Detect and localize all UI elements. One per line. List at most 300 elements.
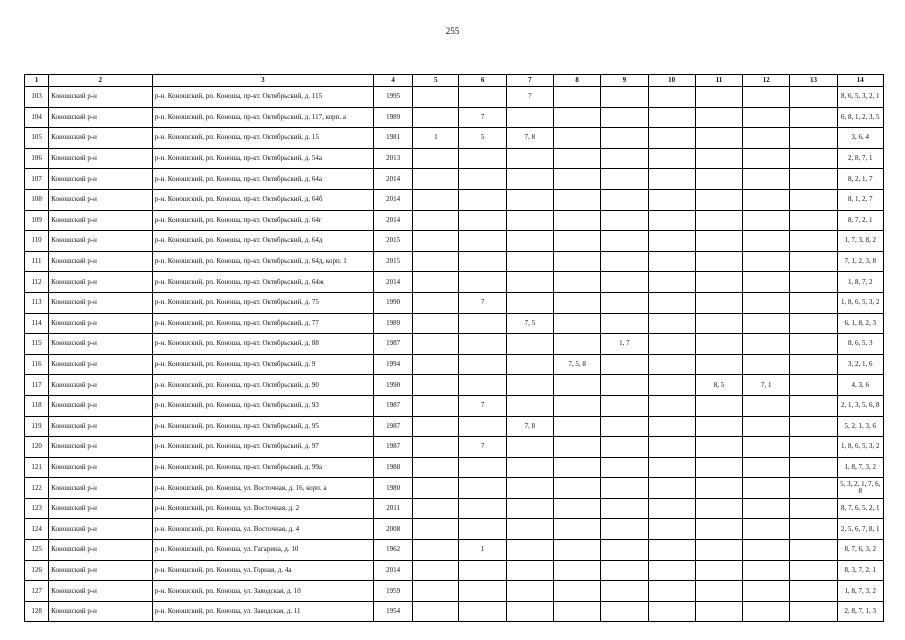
district-cell: Коношский р-н [49, 478, 153, 499]
col-13-cell [790, 210, 837, 231]
col-9-cell [601, 437, 648, 458]
col-13-cell [790, 189, 837, 210]
col-12-cell: 7, 1 [743, 375, 790, 396]
col-12-cell [743, 128, 790, 149]
col-7-cell [506, 601, 553, 622]
col-11-cell [695, 210, 742, 231]
col-7-cell [506, 231, 553, 252]
col-8-cell [554, 251, 601, 272]
col-12-cell [743, 210, 790, 231]
row-number-cell: 128 [25, 601, 49, 622]
year-cell: 2014 [374, 272, 413, 293]
col-6-cell [459, 560, 506, 581]
col-12-cell [743, 334, 790, 355]
col-14-cell: 6, 8, 1, 2, 3, 5 [837, 107, 883, 128]
table-header [25, 75, 884, 87]
col-14-cell: 5, 2, 1, 3, 6 [837, 416, 883, 437]
district-cell: Коношский р-н [49, 210, 153, 231]
column-header-6: 6 [459, 75, 506, 87]
col-10-cell [648, 354, 695, 375]
address-cell: р-н. Коношский, рп. Коноша, пр-кт. Октябрьский, д. 99а [152, 457, 373, 478]
col-13-cell [790, 540, 837, 561]
col-5-cell [413, 189, 459, 210]
col-11-cell [695, 87, 742, 108]
col-5-cell [413, 169, 459, 190]
col-10-cell [648, 581, 695, 602]
col-6-cell: 1 [459, 540, 506, 561]
col-13-cell [790, 478, 837, 499]
address-cell: р-н. Коношский, рп. Коноша, ул. Восточная, д. 4 [152, 519, 373, 540]
col-13-cell [790, 169, 837, 190]
col-10-cell [648, 107, 695, 128]
address-cell: р-н. Коношский, рп. Коноша, пр-кт. Октябрьский, д. 77 [152, 313, 373, 334]
col-10-cell [648, 231, 695, 252]
col-10-cell [648, 375, 695, 396]
year-cell: 2015 [374, 251, 413, 272]
district-cell: Коношский р-н [49, 540, 153, 561]
col-7-cell [506, 189, 553, 210]
col-10-cell [648, 334, 695, 355]
col-5-cell [413, 498, 459, 519]
district-cell: Коношский р-н [49, 354, 153, 375]
col-12-cell [743, 540, 790, 561]
col-8-cell [554, 601, 601, 622]
year-cell: 1987 [374, 416, 413, 437]
year-cell: 2014 [374, 560, 413, 581]
row-number-cell: 126 [25, 560, 49, 581]
year-cell: 1989 [374, 313, 413, 334]
col-9-cell [601, 498, 648, 519]
col-5-cell: 1 [413, 128, 459, 149]
col-11-cell [695, 107, 742, 128]
col-6-cell [459, 416, 506, 437]
col-7-cell [506, 334, 553, 355]
col-13-cell [790, 416, 837, 437]
col-6-cell [459, 498, 506, 519]
column-header-3: 3 [152, 75, 373, 87]
row-number-cell: 108 [25, 189, 49, 210]
col-6-cell [459, 272, 506, 293]
col-8-cell [554, 292, 601, 313]
col-10-cell [648, 313, 695, 334]
col-12-cell [743, 354, 790, 375]
col-14-cell: 2, 8, 7, 1, 3 [837, 601, 883, 622]
col-7-cell: 7, 5 [506, 313, 553, 334]
address-cell: р-н. Коношский, рп. Коноша, пр-кт. Октябрьский, д. 75 [152, 292, 373, 313]
column-header-9: 9 [601, 75, 648, 87]
col-10-cell [648, 498, 695, 519]
address-cell: р-н. Коношский, рп. Коноша, пр-кт. Октябрьский, д. 90 [152, 375, 373, 396]
col-13-cell [790, 375, 837, 396]
col-5-cell [413, 231, 459, 252]
col-8-cell [554, 169, 601, 190]
col-14-cell: 8, 3, 7, 2, 1 [837, 560, 883, 581]
col-7-cell [506, 292, 553, 313]
col-12-cell [743, 231, 790, 252]
col-12-cell [743, 519, 790, 540]
table-row [25, 560, 884, 581]
col-7-cell [506, 169, 553, 190]
column-header-4: 4 [374, 75, 413, 87]
col-14-cell: 1, 8, 7, 2 [837, 272, 883, 293]
table-row [25, 251, 884, 272]
col-9-cell [601, 231, 648, 252]
address-cell: р-н. Коношский, рп. Коноша, пр-кт. Октябрьский, д. 117, корп. а [152, 107, 373, 128]
table-row [25, 210, 884, 231]
address-cell: р-н. Коношский, рп. Коноша, ул. Горная, д. 4а [152, 560, 373, 581]
col-13-cell [790, 560, 837, 581]
col-11-cell [695, 457, 742, 478]
col-14-cell: 8, 7, 2, 1 [837, 210, 883, 231]
year-cell: 2014 [374, 189, 413, 210]
column-header-10: 10 [648, 75, 695, 87]
district-cell: Коношский р-н [49, 395, 153, 416]
col-12-cell [743, 416, 790, 437]
col-14-cell: 7, 1, 2, 3, 8 [837, 251, 883, 272]
col-12-cell [743, 478, 790, 499]
col-14-cell: 8, 6, 5, 3, 2, 1 [837, 87, 883, 108]
col-6-cell [459, 334, 506, 355]
row-number-cell: 109 [25, 210, 49, 231]
district-cell: Коношский р-н [49, 416, 153, 437]
col-7-cell [506, 148, 553, 169]
col-9-cell [601, 251, 648, 272]
row-number-cell: 117 [25, 375, 49, 396]
col-5-cell [413, 313, 459, 334]
col-8-cell [554, 334, 601, 355]
table-row [25, 601, 884, 622]
col-14-cell: 6, 1, 8, 2, 3 [837, 313, 883, 334]
row-number-cell: 106 [25, 148, 49, 169]
column-header-14: 14 [837, 75, 883, 87]
col-8-cell [554, 272, 601, 293]
col-5-cell [413, 148, 459, 169]
header-row [25, 75, 884, 87]
col-8-cell [554, 128, 601, 149]
col-5-cell [413, 292, 459, 313]
col-10-cell [648, 540, 695, 561]
col-12-cell [743, 560, 790, 581]
col-12-cell [743, 395, 790, 416]
address-cell: р-н. Коношский, рп. Коноша, пр-кт. Октябрьский, д. 97 [152, 437, 373, 458]
column-header-1: 1 [25, 75, 49, 87]
table-row [25, 437, 884, 458]
col-9-cell [601, 189, 648, 210]
col-10-cell [648, 210, 695, 231]
col-7-cell [506, 581, 553, 602]
col-6-cell: 7 [459, 395, 506, 416]
col-8-cell [554, 498, 601, 519]
column-header-5: 5 [413, 75, 459, 87]
col-8-cell [554, 107, 601, 128]
col-13-cell [790, 148, 837, 169]
row-number-cell: 105 [25, 128, 49, 149]
district-cell: Коношский р-н [49, 457, 153, 478]
col-9-cell [601, 416, 648, 437]
col-12-cell [743, 169, 790, 190]
column-header-2: 2 [49, 75, 153, 87]
col-8-cell [554, 148, 601, 169]
col-5-cell [413, 87, 459, 108]
col-14-cell: 1, 8, 6, 5, 3, 2 [837, 292, 883, 313]
col-5-cell [413, 437, 459, 458]
col-13-cell [790, 437, 837, 458]
col-13-cell [790, 292, 837, 313]
year-cell: 1987 [374, 395, 413, 416]
col-13-cell [790, 334, 837, 355]
year-cell: 1990 [374, 292, 413, 313]
col-9-cell [601, 457, 648, 478]
col-8-cell [554, 210, 601, 231]
table-row [25, 581, 884, 602]
row-number-cell: 111 [25, 251, 49, 272]
year-cell: 2013 [374, 148, 413, 169]
col-5-cell [413, 540, 459, 561]
col-12-cell [743, 313, 790, 334]
col-11-cell [695, 169, 742, 190]
col-9-cell [601, 581, 648, 602]
col-11-cell [695, 519, 742, 540]
col-6-cell [459, 354, 506, 375]
col-6-cell: 7 [459, 292, 506, 313]
table-row [25, 334, 884, 355]
col-6-cell [459, 87, 506, 108]
address-cell: р-н. Коношский, рп. Коноша, пр-кт. Октябрьский, д. 64д [152, 231, 373, 252]
address-cell: р-н. Коношский, рп. Коноша, пр-кт. Октябрьский, д. 95 [152, 416, 373, 437]
col-10-cell [648, 560, 695, 581]
district-cell: Коношский р-н [49, 581, 153, 602]
col-14-cell: 8, 7, 6, 3, 2 [837, 540, 883, 561]
col-12-cell [743, 498, 790, 519]
table-row [25, 189, 884, 210]
col-5-cell [413, 334, 459, 355]
col-10-cell [648, 128, 695, 149]
col-9-cell [601, 148, 648, 169]
col-8-cell [554, 457, 601, 478]
col-8-cell [554, 231, 601, 252]
address-cell: р-н. Коношский, рп. Коноша, пр-кт. Октябрьский, д. 64а [152, 169, 373, 190]
col-12-cell [743, 148, 790, 169]
col-9-cell [601, 313, 648, 334]
col-14-cell: 1, 8, 7, 3, 2 [837, 581, 883, 602]
col-9-cell: 1, 7 [601, 334, 648, 355]
table-row [25, 457, 884, 478]
buildings-table [24, 74, 884, 622]
col-6-cell [459, 457, 506, 478]
col-11-cell [695, 354, 742, 375]
col-11-cell [695, 395, 742, 416]
col-10-cell [648, 601, 695, 622]
year-cell: 1980 [374, 478, 413, 499]
col-7-cell [506, 354, 553, 375]
col-10-cell [648, 457, 695, 478]
col-8-cell [554, 519, 601, 540]
column-header-11: 11 [695, 75, 742, 87]
district-cell: Коношский р-н [49, 107, 153, 128]
col-6-cell [459, 601, 506, 622]
year-cell: 1987 [374, 334, 413, 355]
col-8-cell [554, 313, 601, 334]
row-number-cell: 114 [25, 313, 49, 334]
col-12-cell [743, 272, 790, 293]
col-6-cell [459, 313, 506, 334]
district-cell: Коношский р-н [49, 272, 153, 293]
col-14-cell: 8, 6, 5, 3 [837, 334, 883, 355]
year-cell: 1990 [374, 375, 413, 396]
col-7-cell [506, 498, 553, 519]
year-cell: 1995 [374, 87, 413, 108]
col-13-cell [790, 313, 837, 334]
col-10-cell [648, 395, 695, 416]
column-header-7: 7 [506, 75, 553, 87]
col-7-cell [506, 210, 553, 231]
year-cell: 2008 [374, 519, 413, 540]
column-header-12: 12 [743, 75, 790, 87]
row-number-cell: 120 [25, 437, 49, 458]
col-13-cell [790, 107, 837, 128]
col-7-cell [506, 395, 553, 416]
table-row [25, 375, 884, 396]
address-cell: р-н. Коношский, рп. Коноша, пр-кт. Октябрьский, д. 15 [152, 128, 373, 149]
address-cell: р-н. Коношский, рп. Коноша, пр-кт. Октябрьский, д. 115 [152, 87, 373, 108]
address-cell: р-н. Коношский, рп. Коноша, ул. Заводская, д. 11 [152, 601, 373, 622]
table-row [25, 478, 884, 499]
year-cell: 1989 [374, 107, 413, 128]
col-14-cell: 1, 8, 6, 5, 3, 2 [837, 437, 883, 458]
col-7-cell [506, 560, 553, 581]
col-9-cell [601, 375, 648, 396]
col-10-cell [648, 169, 695, 190]
row-number-cell: 110 [25, 231, 49, 252]
column-header-13: 13 [790, 75, 837, 87]
col-8-cell [554, 437, 601, 458]
district-cell: Коношский р-н [49, 437, 153, 458]
address-cell: р-н. Коношский, рп. Коноша, пр-кт. Октябрьский, д. 9 [152, 354, 373, 375]
table-row [25, 416, 884, 437]
col-13-cell [790, 601, 837, 622]
col-9-cell [601, 519, 648, 540]
col-14-cell: 8, 7, 6, 5, 2, 1 [837, 498, 883, 519]
col-11-cell [695, 148, 742, 169]
table-row [25, 313, 884, 334]
col-10-cell [648, 272, 695, 293]
district-cell: Коношский р-н [49, 148, 153, 169]
col-11-cell [695, 251, 742, 272]
page-number: 255 [445, 26, 460, 36]
year-cell: 1962 [374, 540, 413, 561]
col-7-cell [506, 272, 553, 293]
table-body [25, 87, 884, 622]
col-9-cell [601, 292, 648, 313]
col-11-cell [695, 540, 742, 561]
col-7-cell: 7, 8 [506, 128, 553, 149]
row-number-cell: 104 [25, 107, 49, 128]
col-9-cell [601, 107, 648, 128]
table-row [25, 231, 884, 252]
col-13-cell [790, 395, 837, 416]
col-11-cell [695, 231, 742, 252]
col-6-cell [459, 581, 506, 602]
col-11-cell [695, 272, 742, 293]
col-8-cell [554, 478, 601, 499]
table-row [25, 128, 884, 149]
row-number-cell: 118 [25, 395, 49, 416]
col-9-cell [601, 540, 648, 561]
row-number-cell: 127 [25, 581, 49, 602]
col-12-cell [743, 457, 790, 478]
district-cell: Коношский р-н [49, 375, 153, 396]
table-row [25, 107, 884, 128]
district-cell: Коношский р-н [49, 334, 153, 355]
table-row [25, 87, 884, 108]
year-cell: 1988 [374, 457, 413, 478]
col-14-cell: 4, 3, 6 [837, 375, 883, 396]
district-cell: Коношский р-н [49, 292, 153, 313]
col-9-cell [601, 169, 648, 190]
col-10-cell [648, 519, 695, 540]
address-cell: р-н. Коношский, рп. Коноша, пр-кт. Октябрьский, д. 64б [152, 189, 373, 210]
row-number-cell: 122 [25, 478, 49, 499]
col-5-cell [413, 519, 459, 540]
address-cell: р-н. Коношский, рп. Коноша, пр-кт. Октябрьский, д. 64д, корп. 1 [152, 251, 373, 272]
col-14-cell: 8, 1, 2, 7 [837, 189, 883, 210]
table-row [25, 148, 884, 169]
col-14-cell: 8, 2, 1, 7 [837, 169, 883, 190]
col-5-cell [413, 375, 459, 396]
col-7-cell [506, 540, 553, 561]
address-cell: р-н. Коношский, рп. Коноша, пр-кт. Октябрьский, д. 64ж [152, 272, 373, 293]
col-11-cell [695, 292, 742, 313]
address-cell: р-н. Коношский, рп. Коноша, ул. Восточная, д. 16, корп. а [152, 478, 373, 499]
col-13-cell [790, 87, 837, 108]
col-10-cell [648, 148, 695, 169]
district-cell: Коношский р-н [49, 128, 153, 149]
col-13-cell [790, 581, 837, 602]
table-row [25, 169, 884, 190]
col-7-cell [506, 251, 553, 272]
col-14-cell: 2, 5, 6, 7, 8, 1 [837, 519, 883, 540]
year-cell: 1954 [374, 601, 413, 622]
col-8-cell [554, 581, 601, 602]
col-6-cell [459, 169, 506, 190]
col-6-cell [459, 251, 506, 272]
address-cell: р-н. Коношский, рп. Коноша, пр-кт. Октябрьский, д. 64г [152, 210, 373, 231]
col-9-cell [601, 560, 648, 581]
col-13-cell [790, 498, 837, 519]
district-cell: Коношский р-н [49, 560, 153, 581]
col-11-cell [695, 128, 742, 149]
col-10-cell [648, 437, 695, 458]
col-8-cell [554, 395, 601, 416]
col-11-cell [695, 189, 742, 210]
row-number-cell: 124 [25, 519, 49, 540]
col-11-cell [695, 581, 742, 602]
column-header-8: 8 [554, 75, 601, 87]
year-cell: 2011 [374, 498, 413, 519]
col-12-cell [743, 107, 790, 128]
col-11-cell [695, 334, 742, 355]
year-cell: 1987 [374, 437, 413, 458]
year-cell: 2015 [374, 231, 413, 252]
table-row [25, 498, 884, 519]
row-number-cell: 123 [25, 498, 49, 519]
col-12-cell [743, 251, 790, 272]
col-7-cell [506, 457, 553, 478]
row-number-cell: 107 [25, 169, 49, 190]
col-5-cell [413, 478, 459, 499]
col-8-cell: 7, 5, 8 [554, 354, 601, 375]
col-13-cell [790, 251, 837, 272]
